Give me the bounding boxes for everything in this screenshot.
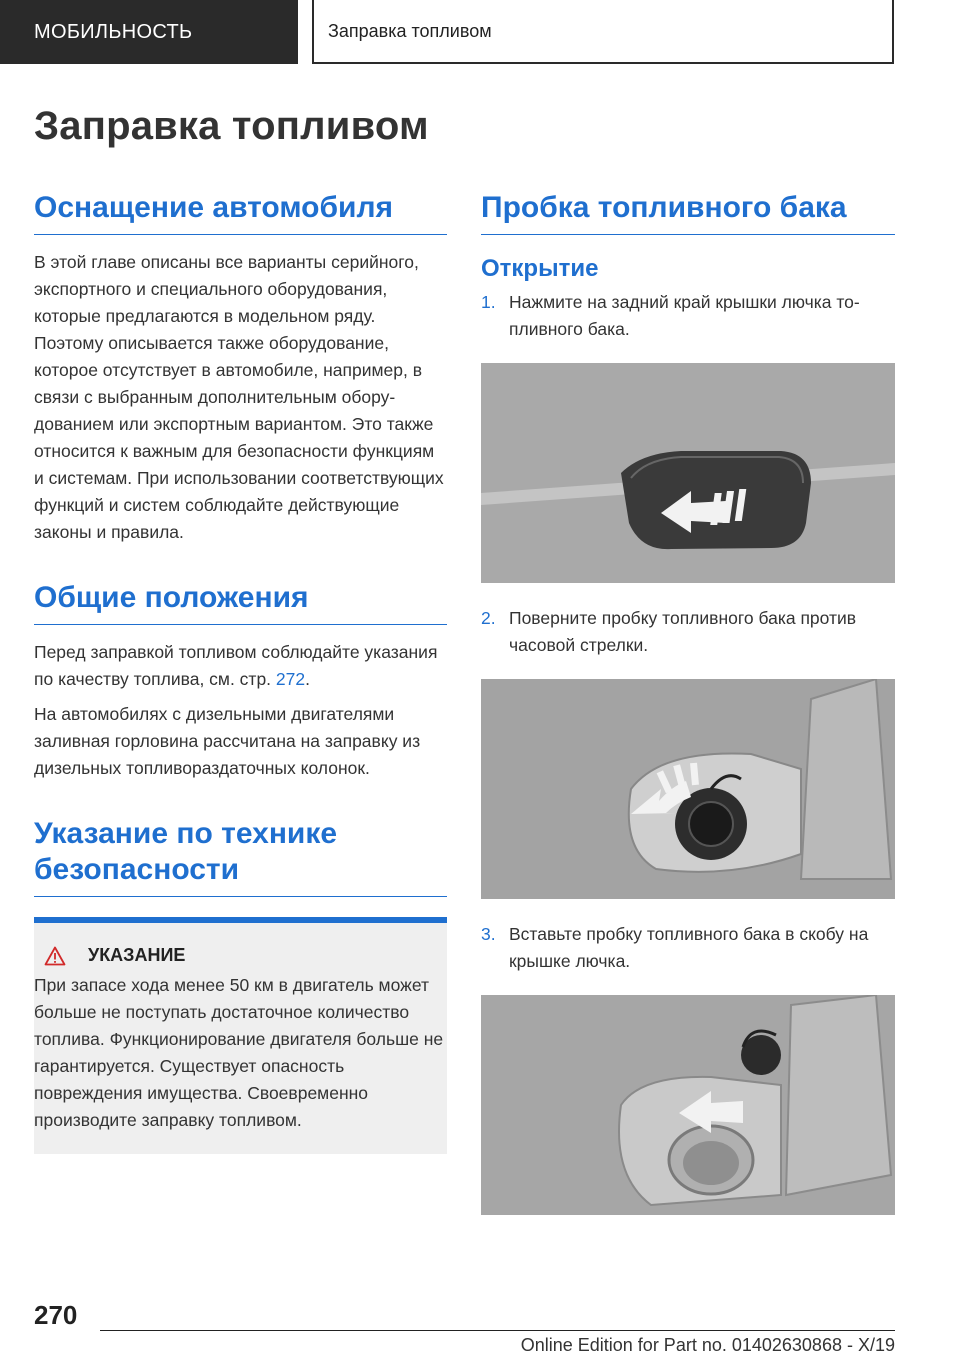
breadcrumb-label: Заправка топливом bbox=[328, 20, 492, 41]
general-paragraph-1 bbox=[34, 639, 447, 693]
fuel-flap-photo bbox=[481, 363, 895, 583]
general-p1-text: Перед заправкой топливом соблюдайте указания по качеству топлива, см. стр. bbox=[34, 642, 438, 689]
step-number: 2. bbox=[481, 608, 496, 628]
general-paragraph-2: На автомобилях с дизельными двигателями заливная горловина рассчитана на заправку из дизельных топливораздаточных колонок. bbox=[34, 704, 421, 778]
step-text: Поверните пробку топливного бака против часовой стрелки. bbox=[509, 608, 857, 655]
page-number: 270 bbox=[34, 1300, 78, 1330]
step-3 bbox=[481, 921, 895, 975]
equipment-heading: Оснащение автомобиля bbox=[34, 190, 447, 235]
general-p1-end: . bbox=[305, 669, 310, 689]
equipment-text: В этой главе описаны все варианты серийного, экспортного и специального оборудования, которые предлагаются в модельном ряду. Поэтому описывается также оборудование, которое отсутствует в автомобиле, например, в связи с выбранным дополнительным оборудованием или экспортным вариантом. Это также относится к важным для безопасности функциям и системам. При использовании соответствующих функций и систем соблюдайте действующие законы и правила. bbox=[34, 252, 444, 542]
page-title: Заправка топливом bbox=[34, 104, 429, 148]
edition-note: Online Edition for Part no. 01402630868 - X/19 bbox=[520, 1335, 895, 1355]
general-heading: Общие положения bbox=[34, 580, 447, 625]
warning-triangle-icon bbox=[44, 946, 66, 966]
warning-title: УКАЗАНИЕ bbox=[88, 945, 186, 965]
footer-divider bbox=[100, 1330, 895, 1331]
step-text: Вставьте пробку топливного бака в скобу на крышке лючка. bbox=[509, 924, 869, 971]
step-1 bbox=[481, 289, 895, 343]
fuel-cap-rotate-photo bbox=[481, 679, 895, 899]
page-link-272[interactable]: 272 bbox=[275, 669, 306, 689]
section-label: МОБИЛЬНОСТЬ bbox=[34, 20, 193, 43]
left-column bbox=[34, 190, 447, 1154]
section-tab bbox=[0, 0, 298, 64]
step-2 bbox=[481, 605, 895, 659]
fuel-cap-rotate-illustration bbox=[481, 679, 895, 899]
warning-header bbox=[34, 945, 447, 966]
right-column bbox=[481, 190, 895, 1237]
step-number: 1. bbox=[481, 292, 496, 312]
warning-box bbox=[34, 917, 447, 1154]
fuel-cap-holder-photo bbox=[481, 995, 895, 1215]
step-number: 3. bbox=[481, 924, 496, 944]
fuel-flap-illustration bbox=[481, 363, 895, 583]
fuel-cap-heading: Пробка топливного бака bbox=[481, 190, 895, 235]
step-text: Нажмите на задний край крышки лючка топливного бака. bbox=[509, 292, 860, 339]
fuel-cap-holder-illustration bbox=[481, 995, 895, 1215]
safety-heading: Указание по технике безопасности bbox=[34, 816, 447, 897]
opening-subheading: Открытие bbox=[481, 255, 599, 282]
breadcrumb bbox=[312, 0, 894, 64]
warning-text: При запасе хода менее 50 км в двигатель может больше не поступать достаточное количество топлива. Функционирование двигателя больше не гарантируется. Существует опасность повреждения имущества. Своевременно производите заправку топливом. bbox=[34, 975, 444, 1130]
